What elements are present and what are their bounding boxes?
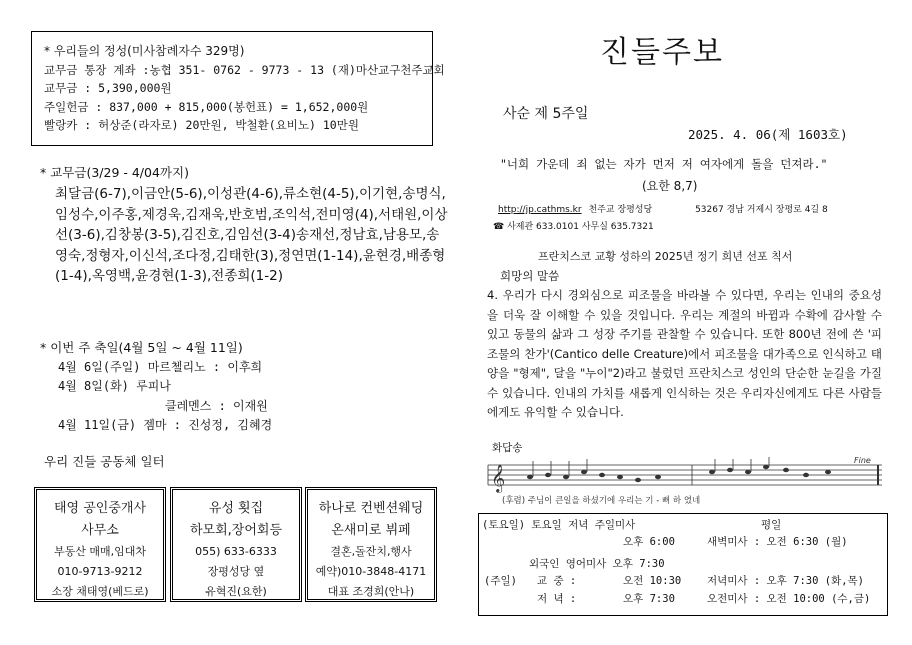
ad-line: 장평성당 옆 [207, 565, 265, 578]
ad-line: 유혁진(요한) [205, 585, 267, 598]
sunday-label: (주일) [484, 575, 517, 587]
ad-realty [34, 487, 166, 602]
ad-line: 055) 633-6333 [195, 545, 277, 558]
parish-info-line [498, 202, 828, 215]
dues-total-line: 교무금 : 5,390,000원 [44, 81, 172, 95]
music-staff-svg [482, 455, 890, 509]
night-mass-label: 저 녁 : [537, 593, 577, 605]
feast-row: 4월 8일(화) 루피나 [58, 379, 171, 393]
evening-mass: 저녁미사 : 오후 7:30 (화,목) [707, 575, 865, 587]
saturday-mass-time: 오후 6:00 [623, 536, 675, 548]
issue-date: 2025. 4. 06(제 1603호) [688, 127, 848, 142]
parish-url-link[interactable]: http://jp.cathms.kr [498, 205, 582, 215]
parish-name: 천주교 장평성당 [588, 205, 653, 215]
bulletin-title: 진들주보 [600, 35, 724, 70]
feast-row: 4월 11일(금) 젬마 : 진성정, 김혜경 [58, 418, 273, 432]
offering-heading: * 우리들의 정성(미사참례자수 329명) [44, 44, 245, 58]
dawn-mass: 새벽미사 : 오전 6:30 (월) [707, 536, 848, 548]
svg-text:𝄞: 𝄞 [491, 464, 506, 492]
dues-account-line: 교무금 통장 계좌 :농협 351- 0762 - 9773 - 13 (재)마산교구천주교회 [44, 62, 445, 77]
feast-row: 4월 6일(주일) 마르첼리노 : 이후희 [58, 360, 263, 374]
message-subtitle: 희망의 말씀 [500, 269, 560, 283]
liturgical-week: 사순 제 5주일 [503, 106, 589, 122]
morning-mass: 오전미사 : 오전 10:00 (수,금) [707, 593, 871, 605]
gospel-quote-ref: (요한 8,7) [642, 179, 698, 193]
parish-phone: ☎ 사제관 633.0101 사무실 635.7321 [493, 222, 654, 232]
mass-schedule-box [478, 513, 888, 616]
gospel-quote: "너희 가운데 죄 없는 자가 먼저 저 여자에게 돌을 던져라." [500, 157, 828, 171]
ad-line: 대표 조경희(안나) [327, 585, 415, 598]
ad-wedding [305, 487, 437, 602]
response-song-label: 화답송 [492, 442, 523, 454]
ad-title: 태영 공인중개사 [53, 501, 147, 516]
feast-row: 클레멘스 : 이재원 [165, 399, 268, 413]
palanca-line: 빨랑카 : 허상준(라자로) 20만원, 박철환(요비노) 10만원 [44, 118, 359, 132]
night-mass-time: 오후 7:30 [623, 593, 675, 605]
school-mass-label: 교 중 : [537, 575, 577, 587]
dues-heading: * 교무금(3/29 - 4/04까지) [40, 165, 189, 180]
ad-title: 하나로 컨벤션웨딩 [318, 501, 424, 516]
offering-box [31, 31, 445, 146]
message-paragraph: 4. 우리가 다시 경외심으로 피조물을 바라볼 수 있다면, 우리는 인내의 중요성을 더욱 잘 이해할 수 있을 것입니다. 우리는 계절의 바뀜과 수확에 감사할 수 있고 동물의 삶과 그 성장 주기를 관찰할 수 있습니다. 또한 800년 전에 쓴 '피조물의 찬가'(Cantico delle Creature)에서 피조물을 대가족으로 인식하고 태양을 "형제", 달을 "누이"2)라고 불렀던 프란치스코 성인의 단순한 눈길을 가질 수 있습니다. 인내의 가치를 새롭게 인식하는 것은 우리자신에게도 다른 사람들에게도 유익할 수 있습니다. [487, 288, 882, 419]
message-title: 프란치스코 교황 성하의 2025년 정기 희년 선포 칙서 [538, 250, 793, 263]
community-label: 우리 진들 공동체 일터 [44, 454, 165, 469]
music-score [482, 455, 890, 509]
ad-restaurant [170, 487, 302, 602]
sunday-collection-line: 주일헌금 : 837,000 + 815,000(봉헌표) = 1,652,000원 [44, 99, 369, 114]
parish-address: 53267 경남 거제시 장평로 4길 8 [695, 205, 828, 215]
school-mass-time: 오전 10:30 [623, 575, 682, 587]
ad-line: 010-9713-9212 [57, 565, 143, 578]
ad-line: 소장 채태영(베드로) [51, 585, 149, 598]
ad-title: 유성 횟집 [208, 501, 264, 516]
ad-line: 예약)010-3848-4171 [315, 565, 427, 578]
saturday-mass-label: (토요일) 토요일 저녁 주일미사 [482, 519, 636, 531]
ad-subtitle: 사무소 [81, 523, 119, 538]
ad-line: 결혼,돌잔치,행사 [330, 545, 412, 558]
weekday-label: 평일 [761, 519, 782, 531]
ad-line: 부동산 매매,임대차 [53, 545, 146, 558]
ad-subtitle: 온새미로 뷔페 [331, 523, 411, 538]
foreign-mass: 외국인 영어미사 오후 7:30 [529, 558, 665, 570]
refrain-lyric: (후렴) 주님이 큰일을 하셨기에 우리는 기 - 뻐 하 였네 [502, 496, 701, 506]
feast-heading: * 이번 주 축일(4월 5일 ~ 4월 11일) [40, 340, 243, 355]
fine-marker: Fine [854, 456, 871, 465]
dues-names: 최달금(6-7),이금안(5-6),이성관(4-6),류소현(4-5),이기현,송명식,임성수,이주홍,제경욱,김재욱,반호범,조익석,전미영(4),서태원,이상선(3-6),김창봉(3-5),김진호,김임선(3-4)송재선,정남효,남용모,송영숙,정형자,이신석,조다정,김태한(3),정연면(1-14),윤현경,배종형(1-4),옥영백,윤경현(1-3),전종희(1-2) [55, 186, 448, 284]
ad-subtitle: 하모회,장어회등 [189, 523, 283, 538]
